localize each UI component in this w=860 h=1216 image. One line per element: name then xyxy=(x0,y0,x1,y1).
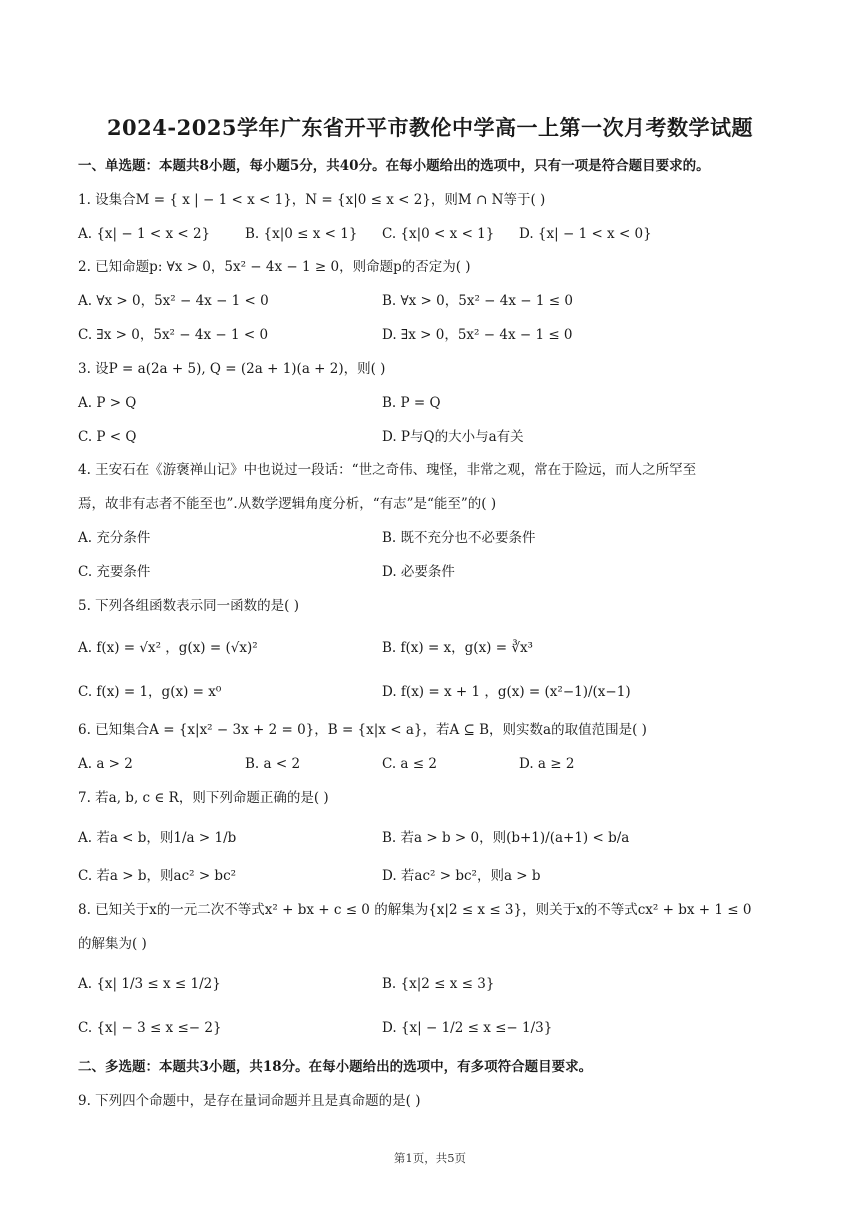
page-title: 2024-2025学年广东省开平市教伦中学高一上第一次月考数学试题 xyxy=(106,115,754,140)
question-4-option-c: C. 充要条件 xyxy=(78,564,151,580)
question-8-stem-line2: 的解集为( ) xyxy=(78,936,147,952)
question-8-option-b: B. {x|2 ≤ x ≤ 3} xyxy=(382,976,495,992)
question-2-option-d: D. ∃x > 0，5x² − 4x − 1 ≤ 0 xyxy=(382,327,573,343)
question-6-option-a: A. a > 2 xyxy=(78,756,133,772)
question-1-option-d: D. {x| − 1 < x < 0} xyxy=(519,226,652,242)
question-5-option-d: D. f(x) = x + 1 ，g(x) = (x²−1)/(x−1) xyxy=(382,684,631,700)
question-4-option-a: A. 充分条件 xyxy=(78,530,151,546)
question-1-option-a: A. {x| − 1 < x < 2} xyxy=(78,226,211,242)
question-8-stem-line1: 8. 已知关于x的一元二次不等式x² + bx + c ≤ 0 的解集为{x|2 ≤ x ≤ 3}，则关于x的不等式cx² + bx + 1 ≤ 0 xyxy=(78,902,752,918)
question-7-option-c: C. 若a > b，则ac² > bc² xyxy=(78,868,237,884)
question-4-stem-line1: 4. 王安石在《游褒禅山记》中也说过一段话：“世之奇伟、瑰怪，非常之观，常在于险远，而人之所罕至 xyxy=(78,462,697,478)
question-7-stem: 7. 若a, b, c ∈ R，则下列命题正确的是( ) xyxy=(78,790,329,806)
question-5-option-a: A. f(x) = √x² ，g(x) = (√x)² xyxy=(78,640,258,656)
question-6-stem: 6. 已知集合A = {x|x² − 3x + 2 = 0}，B = {x|x < a}，若A ⊆ B，则实数a的取值范围是( ) xyxy=(78,722,647,738)
question-9-stem: 9. 下列四个命题中，是存在量词命题并且是真命题的是( ) xyxy=(78,1093,421,1109)
question-1-stem: 1. 设集合M = { x | − 1 < x < 1}，N = {x|0 ≤ x < 2}，则M ∩ N等于( ) xyxy=(78,192,546,208)
question-3-option-b: B. P = Q xyxy=(382,395,441,411)
question-8-option-a: A. {x| 1/3 ≤ x ≤ 1/2} xyxy=(78,976,221,992)
question-5-stem: 5. 下列各组函数表示同一函数的是( ) xyxy=(78,598,299,614)
question-2-stem: 2. 已知命题p: ∀x > 0，5x² − 4x − 1 ≥ 0，则命题p的否定为( ) xyxy=(78,259,471,275)
question-2-option-b: B. ∀x > 0，5x² − 4x − 1 ≤ 0 xyxy=(382,293,573,309)
question-7-option-b: B. 若a > b > 0，则(b+1)/(a+1) < b/a xyxy=(382,830,630,846)
question-6-option-d: D. a ≥ 2 xyxy=(519,756,575,772)
question-1-option-b: B. {x|0 ≤ x < 1} xyxy=(245,226,358,242)
question-3-option-d: D. P与Q的大小与a有关 xyxy=(382,429,524,445)
page-footer: 第1页，共5页 xyxy=(393,1151,467,1165)
question-4-stem-line2: 焉，故非有志者不能至也”.从数学逻辑角度分析，“有志”是“能至”的( ) xyxy=(78,496,497,512)
question-1-option-c: C. {x|0 < x < 1} xyxy=(382,226,495,242)
question-6-option-b: B. a < 2 xyxy=(245,756,301,772)
question-2-option-c: C. ∃x > 0，5x² − 4x − 1 < 0 xyxy=(78,327,269,343)
question-3-stem: 3. 设P = a(2a + 5), Q = (2a + 1)(a + 2)，则( ) xyxy=(78,361,386,377)
question-3-option-c: C. P < Q xyxy=(78,429,137,445)
question-2-option-a: A. ∀x > 0，5x² − 4x − 1 < 0 xyxy=(78,293,269,309)
question-7-option-d: D. 若ac² > bc²，则a > b xyxy=(382,868,541,884)
question-5-option-c: C. f(x) = 1，g(x) = x⁰ xyxy=(78,684,222,700)
question-8-option-d: D. {x| − 1/2 ≤ x ≤− 1/3} xyxy=(382,1020,553,1036)
question-4-option-d: D. 必要条件 xyxy=(382,564,455,580)
question-4-option-b: B. 既不充分也不必要条件 xyxy=(382,530,536,546)
question-3-option-a: A. P > Q xyxy=(78,395,137,411)
question-6-option-c: C. a ≤ 2 xyxy=(382,756,437,772)
question-8-option-c: C. {x| − 3 ≤ x ≤− 2} xyxy=(78,1020,222,1036)
question-5-option-b: B. f(x) = x，g(x) = ∛x³ xyxy=(382,640,533,656)
section-heading-multiple-choice: 二、多选题：本题共3小题，共18分。在每小题给出的选项中，有多项符合题目要求。 xyxy=(78,1059,593,1075)
question-7-option-a: A. 若a < b，则1/a > 1/b xyxy=(78,830,237,846)
section-heading-single-choice: 一、单选题：本题共8小题，每小题5分，共40分。在每小题给出的选项中，只有一项是符合题目要求的。 xyxy=(78,158,710,174)
